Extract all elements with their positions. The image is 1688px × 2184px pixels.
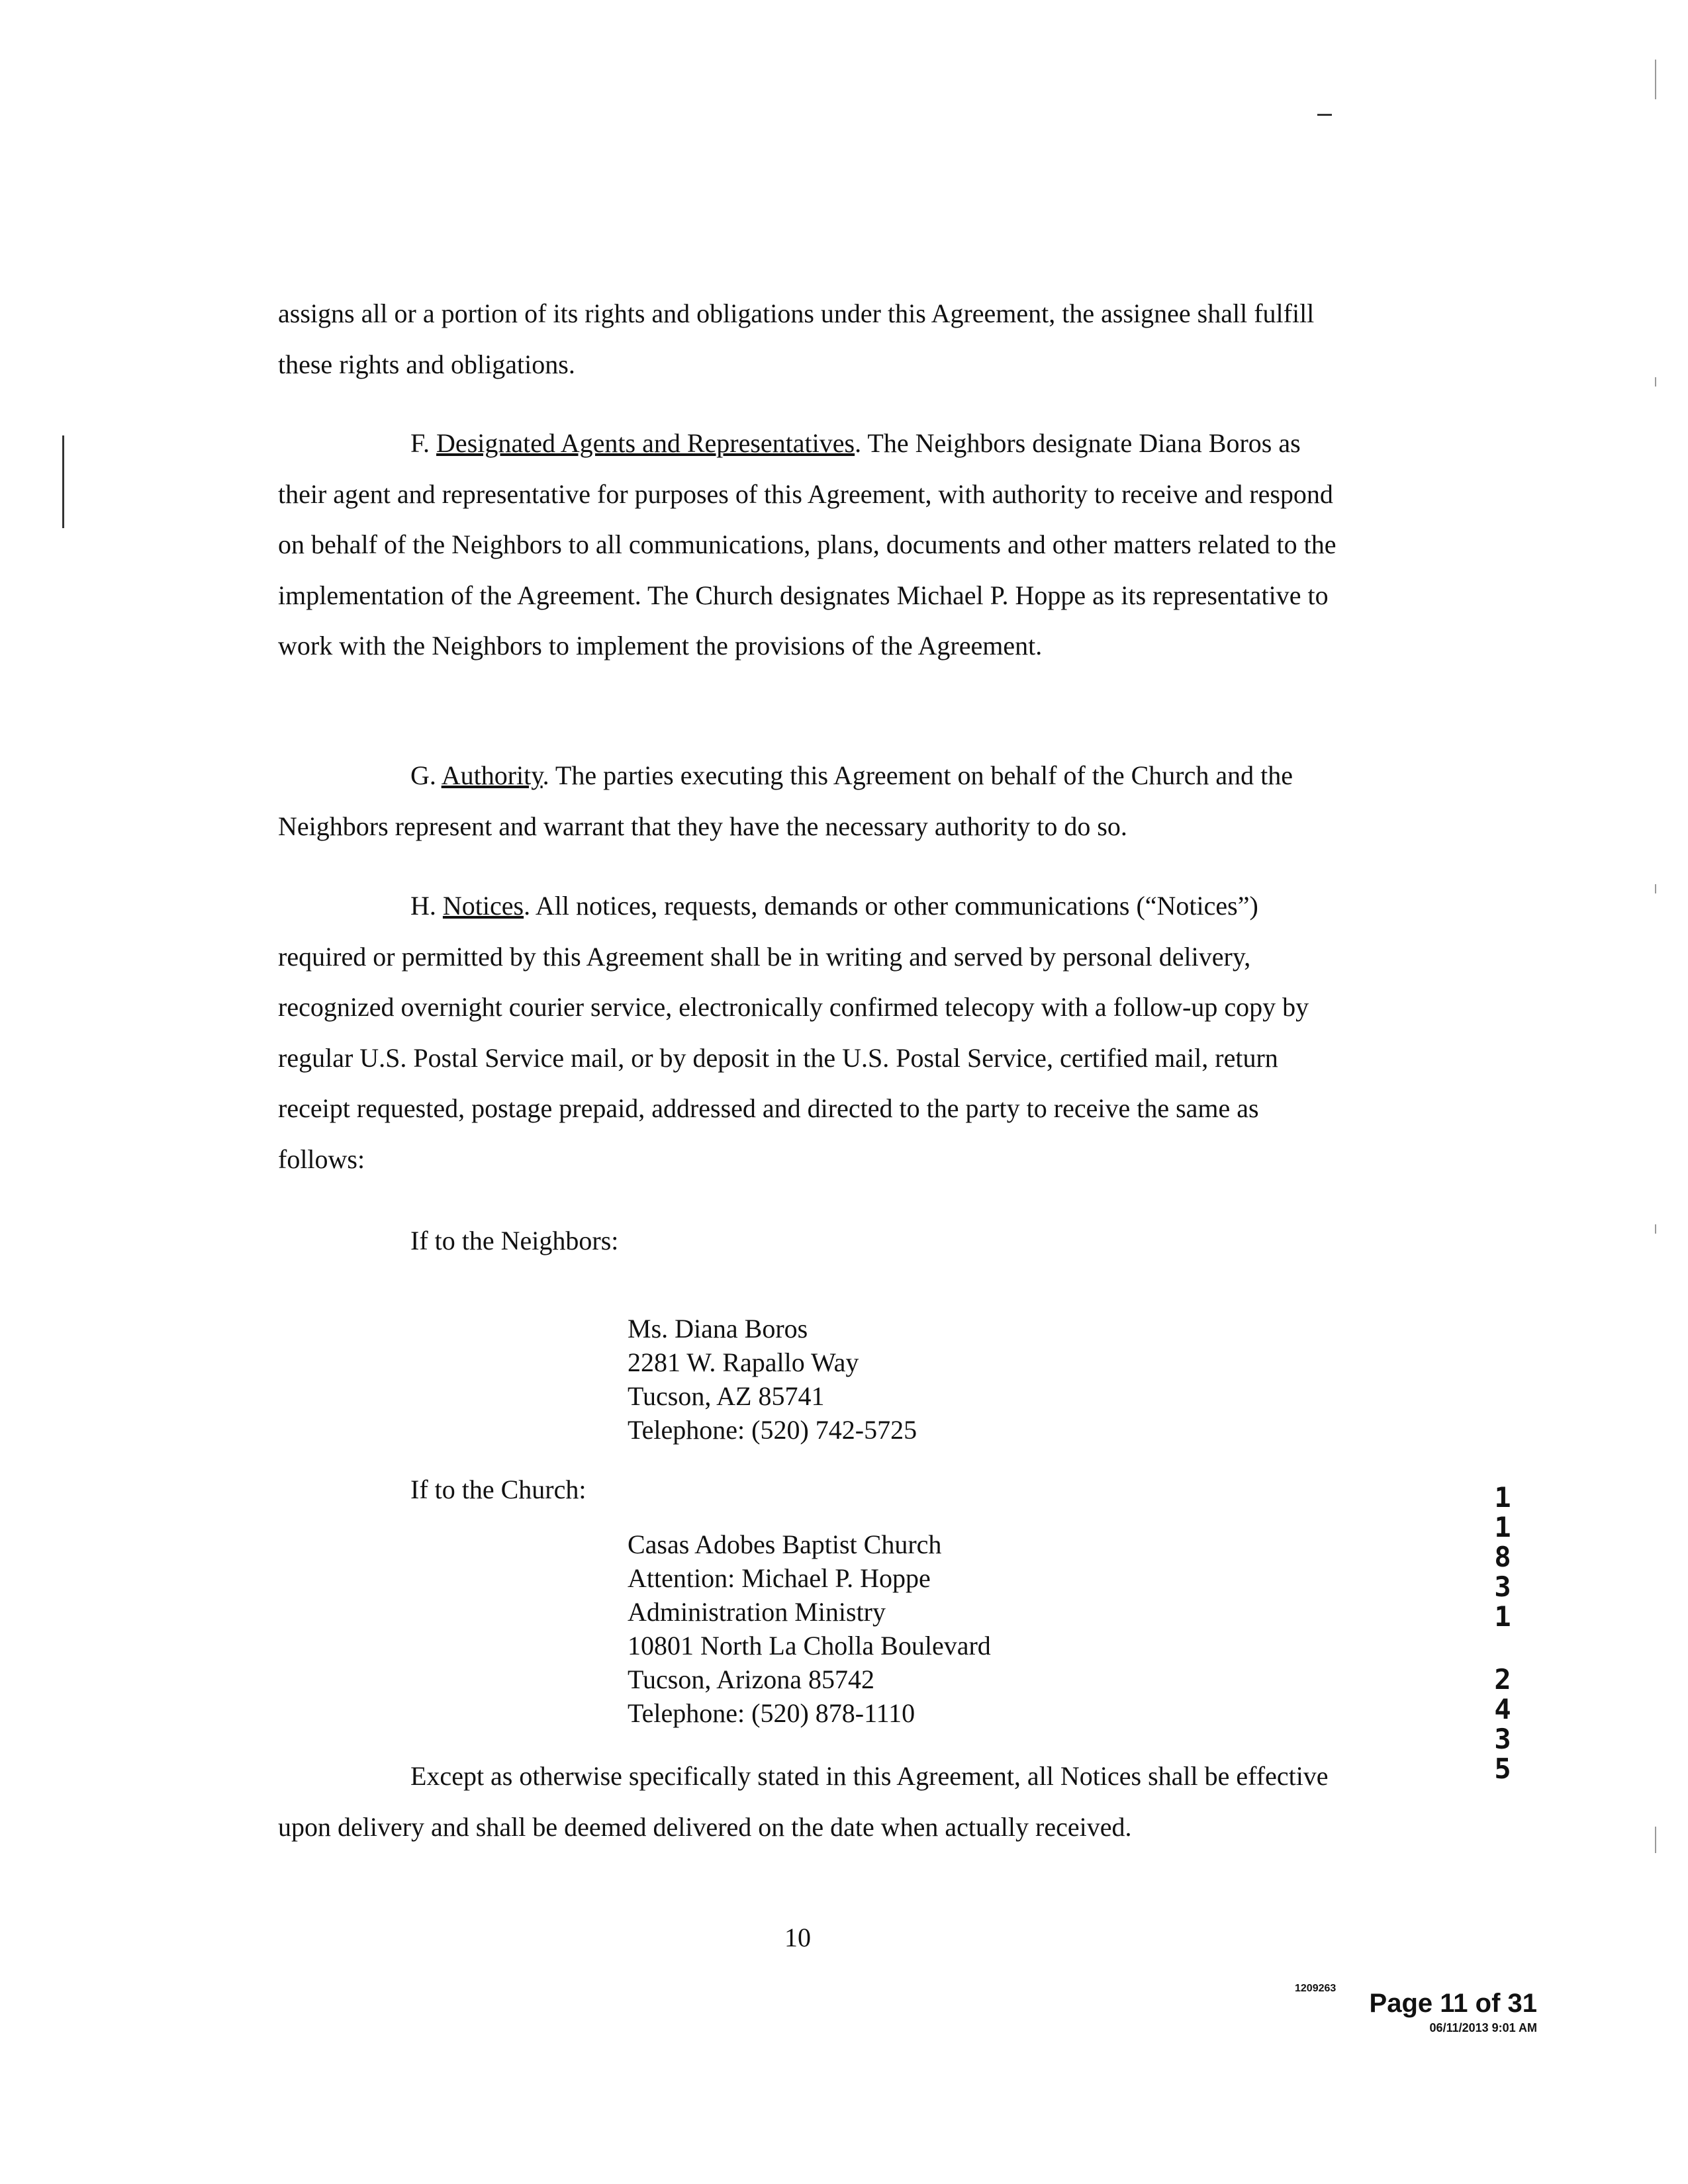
church-address-line: Tucson, Arizona 85742 — [628, 1664, 874, 1694]
side-digit: 1 — [1494, 1511, 1511, 1543]
church-address-line: Attention: Michael P. Hoppe — [628, 1563, 931, 1593]
side-digit: 3 — [1494, 1723, 1511, 1755]
section-f-label: F. — [410, 428, 430, 458]
church-address-line: Administration Ministry — [628, 1597, 886, 1627]
edge-mark — [1655, 60, 1656, 99]
section-g-body: . The parties executing this Agreement on behalf of the Church and the Neighbors represent and warrant that they have the necessary authority to do so. — [278, 760, 1293, 841]
closing-paragraph: Except as otherwise specifically stated in this Agreement, all Notices shall be effective upon delivery and shall be deemed delivered on the date when actually received. — [278, 1761, 1329, 1842]
document-id: 1209263 — [1295, 1983, 1336, 1994]
side-digit: 2 — [1494, 1663, 1511, 1696]
page-number: 10 — [784, 1923, 811, 1952]
section-g-paragraph — [278, 751, 1350, 852]
side-digit: 4 — [1494, 1693, 1511, 1725]
side-sequence-number — [1489, 1482, 1516, 1784]
side-digit: 5 — [1494, 1752, 1511, 1785]
section-f-paragraph — [278, 418, 1350, 672]
church-address-line: Telephone: (520) 878-1110 — [628, 1698, 915, 1728]
scan-dash-mark — [1317, 114, 1332, 116]
edge-mark — [1655, 1224, 1656, 1234]
church-intro: If to the Church: — [410, 1475, 586, 1504]
side-digit: 1 — [1494, 1481, 1511, 1514]
church-address — [628, 1527, 991, 1730]
recording-timestamp: 06/11/2013 9:01 AM — [1429, 2021, 1537, 2034]
section-h-paragraph — [278, 881, 1350, 1185]
edge-mark — [1655, 1827, 1656, 1853]
section-h-heading: Notices — [442, 891, 524, 921]
neighbors-address-line: 2281 W. Rapallo Way — [628, 1347, 859, 1377]
church-address-line: Casas Adobes Baptist Church — [628, 1529, 942, 1559]
section-h-label: H. — [410, 891, 436, 921]
section-f-body: . The Neighbors designate Diana Boros as their agent and representative for purposes of this Agreement, with authority to receive and respond on behalf of the Neighbors to all communications, plans, documents and other matters related to the implementation of the Agreement. The Church designates Michael P. Hoppe as its representative to work with the Neighbors to implement the provisions of the Agreement. — [278, 428, 1336, 660]
church-address-line: 10801 North La Cholla Boulevard — [628, 1631, 991, 1661]
neighbors-intro: If to the Neighbors: — [410, 1226, 619, 1255]
recording-stamp — [1370, 1987, 1537, 2036]
side-digit: 3 — [1494, 1570, 1511, 1603]
section-h-body: . All notices, requests, demands or other communications (“Notices”) required or permitted by this Agreement shall be in writing and served by personal delivery, recognized overnight courier service, electronically confirmed telecopy with a follow-up copy by regular U.S. Postal Service mail, or by deposit in the U.S. Postal Service, certified mail, return receipt requested, postage prepaid, addressed and directed to the party to receive the same as follows: — [278, 891, 1309, 1174]
continuation-paragraph: assigns all or a portion of its rights and obligations under this Agreement, the assignee shall fulfill these rights and obligations. — [278, 298, 1315, 379]
neighbors-address-line: Ms. Diana Boros — [628, 1314, 808, 1343]
margin-tick-mark — [62, 513, 64, 527]
section-f-heading: Designated Agents and Representatives — [436, 428, 855, 458]
page-of-count: Page 11 of 31 — [1369, 1989, 1537, 2018]
section-g-label: G. — [410, 760, 436, 790]
side-digit: 8 — [1494, 1541, 1511, 1573]
edge-mark — [1655, 884, 1656, 893]
edge-mark — [1655, 377, 1656, 387]
neighbors-address — [628, 1312, 917, 1447]
neighbors-address-line: Telephone: (520) 742-5725 — [628, 1415, 917, 1445]
section-g-heading: Authority — [441, 760, 543, 790]
side-digit: 1 — [1494, 1600, 1511, 1633]
neighbors-address-line: Tucson, AZ 85741 — [628, 1381, 825, 1411]
